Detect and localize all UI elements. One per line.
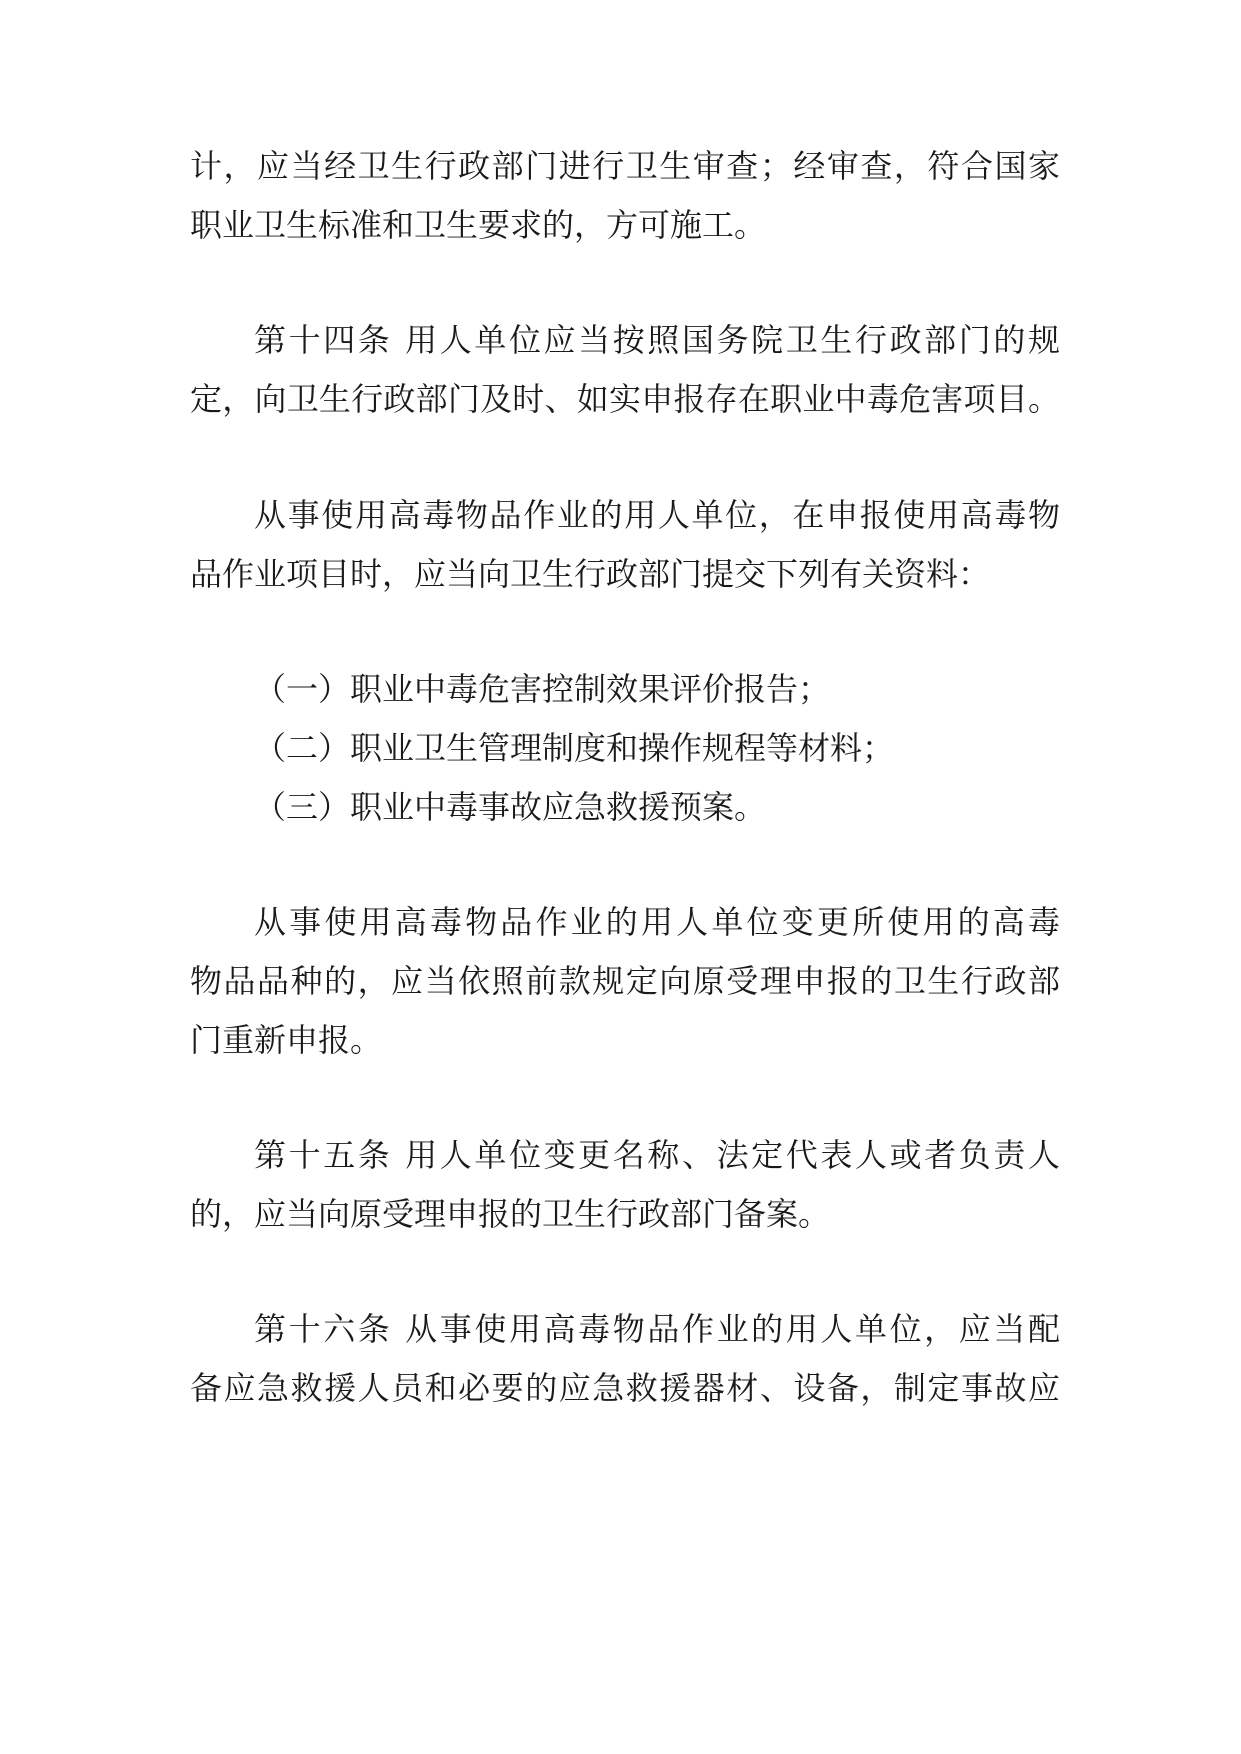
text-line: 从事使用高毒物品作业的用人单位变更所使用的高毒 <box>254 903 1060 941</box>
list-item: （二）职业卫生管理制度和操作规程等材料； <box>254 729 895 767</box>
text-line: 物品品种的，应当依照前款规定向原受理申报的卫生行政部 <box>190 962 1060 1000</box>
text-line: 计，应当经卫生行政部门进行卫生审查；经审查，符合国家 <box>190 147 1060 185</box>
text-line: 门重新申报。 <box>190 1021 383 1059</box>
list-item: （一）职业中毒危害控制效果评价报告； <box>254 670 831 708</box>
text-line: 从事使用高毒物品作业的用人单位，在申报使用高毒物 <box>254 496 1060 534</box>
text-line: 品作业项目时，应当向卫生行政部门提交下列有关资料： <box>190 555 991 593</box>
article-16-heading-line: 第十六条 从事使用高毒物品作业的用人单位，应当配 <box>254 1310 1060 1348</box>
article-15-heading-line: 第十五条 用人单位变更名称、法定代表人或者负责人 <box>254 1136 1060 1174</box>
text-line: 职业卫生标准和卫生要求的，方可施工。 <box>190 206 767 244</box>
text-line: 的，应当向原受理申报的卫生行政部门备案。 <box>190 1195 831 1233</box>
article-14-heading-line: 第十四条 用人单位应当按照国务院卫生行政部门的规 <box>254 321 1060 359</box>
text-line: 定，向卫生行政部门及时、如实申报存在职业中毒危害项目。 <box>190 380 1060 418</box>
text-line: 备应急救援人员和必要的应急救援器材、设备，制定事故应 <box>190 1369 1060 1407</box>
list-item: （三）职业中毒事故应急救援预案。 <box>254 788 767 826</box>
